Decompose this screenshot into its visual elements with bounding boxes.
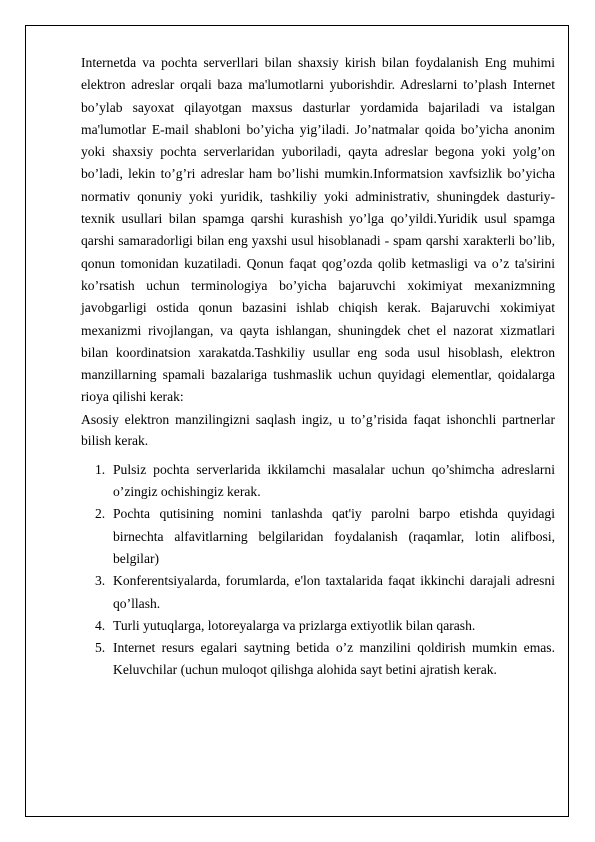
- document-body: [81, 52, 555, 682]
- paragraph-main-address: Asosiy elektron manzilingizni saqlash ingiz, u to’g’risida faqat ishonchli partnerlar bilish kerak.: [81, 411, 555, 449]
- list-item-number: 1.: [95, 461, 106, 477]
- list-item-text: Konferentsiyalarda, forumlarda, e'lon taxtalarida faqat ikkinchi darajali adresni qo’llash.: [113, 573, 555, 611]
- list-item: [81, 615, 555, 637]
- list-item-text: Pochta qutisining nomini tanlashda qat'iy parolni barpo etishda quyidagi birnechta alfavitlarning belgilaridan foydalanish (raqamlar, lotin alifbosi, belgilar): [113, 506, 555, 566]
- list-item-number: 4.: [95, 617, 106, 633]
- list-item-number: 5.: [95, 640, 106, 656]
- list-item: [81, 503, 555, 570]
- list-item: [81, 637, 555, 682]
- list-item: [81, 459, 555, 504]
- list-item: [81, 570, 555, 615]
- rules-list: [81, 459, 555, 682]
- list-item-number: 3.: [95, 573, 106, 589]
- list-item-text: Pulsiz pochta serverlarida ikkilamchi masalalar uchun qo’shimcha adreslarni o’zingiz ochishingiz kerak.: [113, 461, 555, 500]
- list-item-text: Internet resurs egalari saytning betida o’z manzilini qoldirish mumkin emas. Keluvchilar (uchun muloqot qilishga alohida sayt betini ajratish kerak.: [113, 640, 555, 678]
- list-item-number: 2.: [95, 506, 106, 522]
- list-item-text: Turli yutuqlarga, lotoreyalarga va prizlarga extiyotlik bilan qarash.: [113, 617, 476, 633]
- paragraph-spam-methods: Internetda va pochta serverllari bilan shaxsiy kirish bilan foydalanish Eng muhimi elektron adreslar orqali baza ma'lumotlarni yuborishdir. Adreslarni to’plash Internet bo’ylab sayoxat qilayotgan maxsus dasturlar yordamida bajariladi va istalgan ma'lumotlar E-mail shabloni bo’yicha yig’iladi. Jo’natmalar qoida bo’yicha anonim yoki shaxsiy pochta serverlaridan yuboriladi, qayta adreslar begona yoki yolg’on bo’ladi, lekin to’g’ri adreslar ham bo’lishi mumkin.Informatsion xavfsizlik bo’yicha normativ qonuniy yoki yuridik, tashkiliy yoki administrativ, shuningdek dasturiy-texnik usullari bilan spamga qarshi kurashish yo’lga qo’yildi.Yuridik usul spamga qarshi samaradorligi bilan eng yaxshi usul hisoblanadi - spam qarshi xarakterli bo’lib, qonun tomonidan kuzatiladi. Qonun faqat qog’ozda qolib ketmasligi va o’z ta'sirini ko’rsatish uchun terminologiya bo’yicha bajaruvchi xokimiyat mexanizmning javobgarligi ostida qonun bazasini ishlab chiqish kerak. Bajaruvchi xokimiyat mexanizmi rivojlangan, va qayta ishlangan, shuningdek chet el nazorat xizmatlari bilan koordinatsion xarakatda.Tashkiliy usullar eng soda usul hisoblash, elektron manzillarning spamali bazalariga tushmaslik uchun quyidagi elementlar, qoidalarga rioya qilishi kerak:: [81, 55, 555, 405]
